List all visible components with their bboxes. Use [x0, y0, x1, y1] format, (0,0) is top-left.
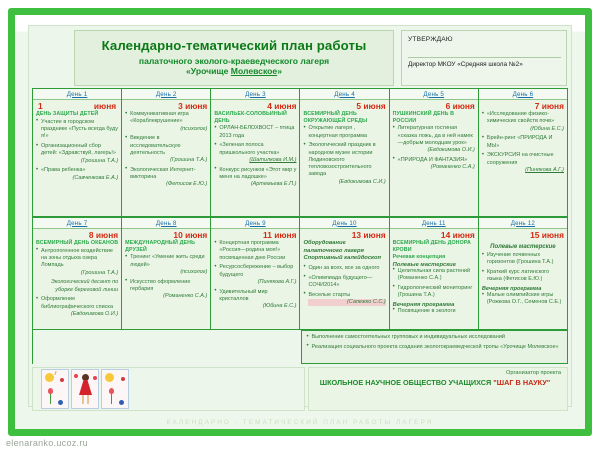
approval-label: УТВЕРЖДАЮ [408, 36, 453, 43]
item-text: Экологический десант по уборке береговой линии [50, 279, 119, 293]
notes-list [307, 334, 563, 351]
section-title: Полевые мастерские [392, 261, 456, 268]
day-holiday: ВСЕМИРНЫЙ ДЕНЬ ОКЕАНОВ [36, 240, 119, 247]
note-text: Реализация социального проекта создания экологокраеведческой тропы «Урочище Молевское» [311, 343, 559, 350]
item-author: (Пинякова А.Г.) [525, 166, 564, 173]
item-author: (Евдокимова С.И.) [338, 178, 386, 185]
note-text: Выполнение самостоятельных групповых и индивидуальных исследований [311, 334, 505, 340]
item-text: «Олимпиада будущего—СОЧИ2014» [308, 274, 373, 288]
day-cell-3 [211, 89, 300, 217]
day-subtitle: Оборудование палаточного лагеря Спортивный калейдоскоп [303, 240, 382, 262]
list-item [214, 240, 296, 262]
item-author: (Грошина Т.А.) [80, 157, 119, 164]
list-item [393, 268, 475, 283]
day-items [214, 125, 296, 188]
item-text: Краткий курс латинского языка (Фетисов Е.Ю.) [486, 269, 550, 283]
section-title: Вечерняя программа [392, 301, 455, 308]
approval-block [401, 30, 567, 86]
item-text: Веселые старты [308, 291, 351, 298]
list-item [482, 111, 564, 133]
day-number: 5 [356, 100, 362, 111]
day-body [479, 100, 567, 179]
list-item [36, 143, 118, 165]
day-cell-7 [33, 218, 122, 330]
day-header: День 5 [390, 89, 478, 100]
list-item [125, 167, 207, 189]
item-text: Концертная программа «Россия—родина моя!» посвященная дню России [219, 240, 286, 261]
sun-ray [54, 371, 56, 375]
day-body [211, 100, 299, 193]
day-header: День 12 [479, 218, 567, 229]
section-title: Вечерняя программа [481, 286, 542, 293]
day-items-evening [393, 308, 475, 315]
list-item [36, 167, 118, 182]
day-cell-8 [122, 218, 211, 330]
day-number: 1 [38, 100, 43, 111]
notes-spacer [33, 330, 301, 364]
list-item [303, 142, 385, 186]
day-items [36, 119, 118, 182]
day-month: июня [363, 100, 386, 111]
list-item [125, 279, 207, 301]
tulip-icon [109, 388, 114, 394]
day-number: 3 [178, 100, 183, 111]
day-header: День 7 [33, 218, 121, 229]
notes-cell [301, 330, 569, 364]
organizer-name [309, 378, 561, 387]
day-holiday: ВСЕМИРНЫЙ ДЕНЬ ДОНОРА КРОВИ [392, 240, 471, 253]
item-text: Тренинг «Умение жить среди людей» [130, 254, 205, 268]
item-text: «Зеленая полоса пришкольного участка» [219, 142, 280, 156]
day-body [122, 229, 210, 305]
item-text: Искусство оформление гербария [130, 278, 191, 292]
day-cell-4 [300, 89, 389, 217]
leg-icon [82, 395, 84, 404]
day-month: июня [185, 229, 208, 240]
day-cell-6 [479, 89, 568, 217]
day-month: июня [95, 229, 119, 240]
day-holiday: ПУШКИНСКИЙ ДЕНЬ В РОССИИ [392, 111, 455, 124]
day-items [303, 265, 385, 306]
approval-director: Директор МКОУ «Средняя школа №2» [408, 57, 561, 68]
item-text: ОРЛАН-БЕЛОХВОСТ – птица 2013 года [219, 125, 295, 139]
girl-head-icon [82, 374, 89, 381]
list-item [482, 152, 564, 174]
tulip-icon [48, 388, 53, 394]
list-item [214, 142, 296, 164]
day-month: июня [274, 100, 297, 111]
blue-dot-icon [58, 400, 63, 405]
item-author: (психолог) [180, 125, 208, 132]
list-item [482, 252, 564, 267]
day-number: 7 [534, 100, 540, 111]
blue-dot-icon [119, 400, 124, 405]
notes-row [32, 330, 568, 364]
day-items [393, 125, 475, 171]
flower-icon [121, 377, 125, 381]
list-item [303, 292, 385, 307]
day-date [214, 102, 296, 112]
day-items [36, 248, 118, 318]
item-text: «Права ребенка» [41, 167, 86, 174]
item-text: Брейн-ринг «ПРИРОДА И МЫ» [486, 135, 553, 149]
item-author: (Романенко С.А.) [163, 293, 208, 300]
flower-icon [74, 374, 78, 378]
day-date [125, 102, 207, 112]
child-drawing-icon [71, 369, 99, 409]
day-cell-12 [479, 218, 568, 330]
day-items [214, 240, 296, 310]
list-item [214, 289, 296, 311]
item-text: Конкурс рисунков «Этот мир у меня на ладошке» [219, 166, 297, 180]
day-date [36, 102, 118, 112]
day-holiday: ДЕНЬ ЗАЩИТЫ ДЕТЕЙ [36, 111, 99, 118]
list-item [36, 119, 118, 141]
day-header: День 6 [479, 89, 567, 100]
day-subtitle-small: Речевая концепция [392, 254, 446, 261]
item-text: Целительная сила растений (Романенко С.А.) [397, 267, 471, 282]
faded-footer-text: КАЛЕНДАРНО - ТЕМАТИЧЕСКИЙ ПЛАН РАБОТЫ ЛАГЕРЯ [166, 419, 434, 426]
day-header: День 4 [300, 89, 388, 100]
item-author: (Евдокимова О.И.) [70, 310, 119, 317]
day-header: День 8 [122, 218, 210, 229]
page-subtitle: палаточного эколого-краеведческого лагеря [138, 55, 330, 66]
day-date [303, 231, 385, 241]
poster-frame [8, 8, 592, 436]
day-header: День 1 [33, 89, 121, 100]
decorative-artwork [32, 367, 305, 411]
item-author: (психолог) [180, 268, 208, 275]
item-text: Экологическая Интернет-викторина [130, 166, 196, 181]
day-cell-1 [33, 89, 122, 217]
page-title: Календарно-тематический план работы [101, 38, 367, 53]
list-item [393, 125, 475, 154]
poster-inner [15, 15, 585, 429]
location-name: Молевское [230, 66, 278, 77]
day-number: 6 [445, 100, 451, 111]
day-body [390, 229, 478, 320]
organizer-name-accent: "ШАГ В НАУКУ" [493, 378, 551, 387]
day-items [482, 252, 564, 284]
item-author: (Романенко С.А.) [430, 164, 475, 171]
item-text: Оформление библиографического списка [41, 296, 113, 310]
day-holiday: ВСЕМИРНЫЙ ДЕНЬ ОКРУЖАЮЩЕЙ СРЕДЫ [303, 111, 368, 124]
list-item [482, 269, 564, 284]
day-header: День 11 [390, 218, 478, 229]
sun-icon [45, 373, 54, 382]
plan-page [28, 25, 572, 407]
day-header: День 9 [211, 218, 299, 229]
day-number: 15 [530, 229, 540, 240]
list-item [393, 308, 475, 315]
list-item [303, 125, 385, 140]
item-author: (Шатилкова И.М.) [249, 156, 297, 163]
location-pre: «Урочище [186, 66, 231, 77]
list-item [393, 157, 475, 172]
day-body [33, 229, 121, 323]
list-item [214, 167, 296, 189]
item-text: Введение в исследовательскую деятельность [130, 135, 181, 156]
day-date [214, 231, 296, 241]
item-text: «Исследование физико-химических свойств почв» [486, 111, 555, 125]
item-text: Организационный сбор детей: «Здравствуй, лагерь!» [41, 143, 116, 157]
day-items [125, 254, 207, 300]
day-header: День 10 [300, 218, 388, 229]
item-text: Экологический праздник в народном музее истории Людиновского тепловозостроительного завода [308, 142, 376, 178]
day-cell-11 [390, 218, 479, 330]
item-author: (Пинякова А.Г.) [257, 278, 297, 285]
day-date [125, 231, 207, 241]
day-month: июня [452, 100, 475, 111]
child-drawing-icon [41, 369, 69, 409]
item-text: Антропогенное воздействие на зоны отдыха озера Ломпадь [41, 247, 113, 269]
item-text: Малые олимпийские игры (Рожкова О.Г., Семенов С.Е.) [486, 292, 562, 306]
item-text: Один за всех, все за одного [308, 264, 380, 271]
list-item [125, 254, 207, 276]
day-number: 13 [351, 229, 362, 240]
day-header: День 2 [122, 89, 210, 100]
item-author: (Грошина Т.А.) [80, 269, 119, 276]
day-month: июня [452, 229, 475, 240]
girl-dress-icon [79, 380, 92, 395]
item-text: Гидрологический мониторинг (Грошина Т.А.) [397, 284, 473, 299]
day-date [482, 231, 564, 241]
day-items [303, 125, 385, 186]
item-author: (Артемьева Е.П.) [250, 181, 297, 188]
day-month: июня [541, 229, 564, 240]
list-item [482, 292, 564, 307]
item-author: (Грошина Т.А.) [169, 157, 208, 164]
list-item [214, 264, 296, 286]
item-text: Удивительный мир кристаллов [219, 288, 268, 302]
day-cell-9 [211, 218, 300, 330]
day-body [390, 100, 478, 176]
item-author: (Юбина Е.С.) [262, 303, 297, 310]
list-item [125, 111, 207, 133]
organizer-name-pre: ШКОЛЬНОЕ НАУЧНОЕ ОБЩЕСТВО УЧАЩИХСЯ [319, 378, 494, 387]
day-items [393, 268, 475, 300]
day-body [300, 229, 388, 311]
list-item [307, 344, 563, 351]
item-author: (Фетисов Е.Ю.) [166, 181, 208, 188]
item-text: Изучение почвенных горизонтов (Грошина Т.А.) [486, 252, 554, 266]
flower-icon [93, 376, 97, 380]
title-block [74, 30, 394, 86]
page-header [29, 26, 571, 88]
day-number: 10 [173, 229, 183, 240]
day-cell-5 [390, 89, 479, 217]
flower-icon [60, 378, 64, 382]
item-text: Участие в городском празднике «Пусть всегда буду я!» [41, 118, 118, 140]
day-holiday: ВАСИЛЬЕК-СОЛОВЬИНЫЙ ДЕНЬ [214, 111, 287, 124]
item-author: (Савченкова Е.А.) [72, 174, 119, 181]
day-body [122, 100, 210, 194]
day-holiday: МЕЖДУНАРОДНЫЙ ДЕНЬ ДРУЗЕЙ [125, 240, 195, 253]
days-row-1 [32, 88, 568, 217]
day-cell-2 [122, 89, 211, 217]
child-drawing-icon [101, 369, 129, 409]
item-text: Ресурсосбережение – выбор будущего [219, 264, 294, 278]
list-item [36, 248, 118, 277]
page-subtitle-location [186, 66, 282, 77]
day-month: июня [274, 229, 297, 240]
list-item [36, 296, 118, 318]
leg-icon [87, 395, 89, 404]
day-month: июня [185, 100, 208, 111]
list-item [393, 285, 475, 300]
day-number: 11 [263, 229, 272, 240]
item-text: Коммуникативная игра «Кораблекрушение» [130, 111, 189, 125]
day-cell-10 [300, 218, 389, 330]
day-body [479, 229, 567, 312]
day-body [211, 229, 299, 315]
day-body [33, 100, 121, 187]
item-text: Посвящение в экологи [397, 307, 456, 314]
day-date [393, 102, 475, 112]
day-date [36, 231, 118, 241]
list-item [303, 275, 385, 290]
day-header: День 3 [211, 89, 299, 100]
organizer-label: Организатор проекта [505, 370, 561, 376]
list-item [125, 135, 207, 164]
day-number: 8 [88, 229, 94, 240]
day-month: июня [93, 100, 117, 111]
section-title: Полевые мастерские [490, 244, 556, 251]
day-date [482, 102, 564, 112]
item-text: «ПРИРОДА И ФАНТАЗИЯ» [397, 156, 468, 163]
day-items-evening [482, 292, 564, 307]
item-author: (Сапежко С.С.) [308, 299, 385, 306]
day-month: июня [541, 100, 564, 111]
days-row-2 [32, 217, 568, 330]
day-month: июня [363, 229, 386, 240]
day-number: 14 [440, 229, 451, 240]
day-items [125, 111, 207, 189]
organizer-block [308, 367, 568, 411]
day-date [303, 102, 385, 112]
list-item [303, 265, 385, 272]
sun-icon [105, 373, 114, 382]
item-author: (Евдокимова О.И.) [427, 147, 475, 154]
day-date [393, 231, 475, 241]
item-text: Литературная гостиная «сказка ложь, да в ней намек—добрым молодцам урок» [397, 125, 473, 146]
item-text: ЭКСКУРСИЯ на очистные сооружения [486, 152, 554, 166]
day-number: 4 [267, 100, 272, 111]
item-text: Открытие лагеря , концертная программа [308, 125, 368, 139]
list-item [36, 279, 118, 294]
day-body [300, 100, 388, 191]
location-post: » [277, 66, 282, 77]
watermark: elenaranko.ucoz.ru [6, 438, 88, 448]
day-items [482, 111, 564, 174]
list-item [307, 334, 563, 341]
page-footer [32, 367, 568, 411]
item-author: (Юбина Е.С.) [530, 125, 564, 132]
list-item [482, 135, 564, 150]
list-item [214, 125, 296, 140]
